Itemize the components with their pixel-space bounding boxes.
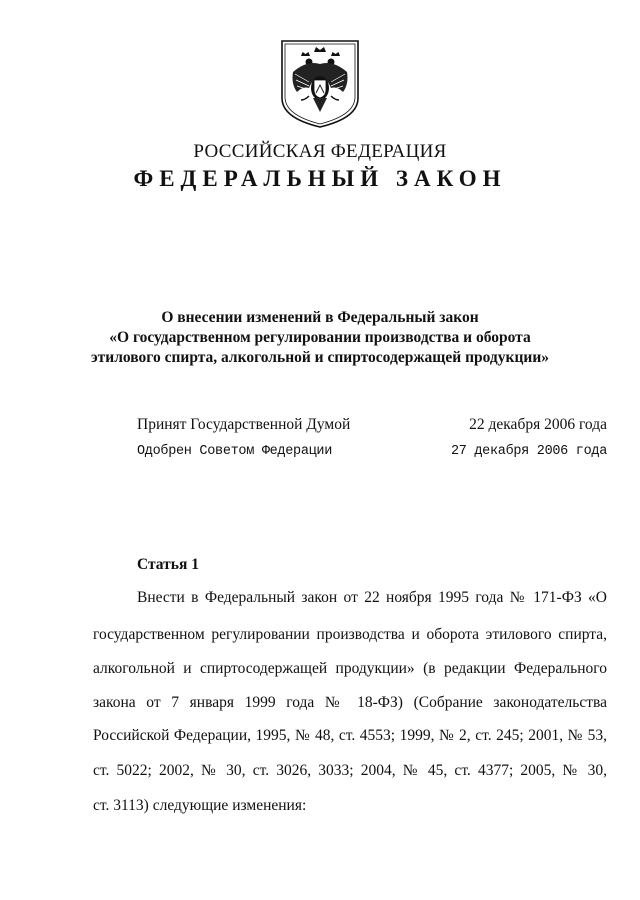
- article-body-line: закона от 7 января 1999 года № 18-ФЗ) (Собрание законодательства: [93, 694, 607, 711]
- article-body-line: государственном регулировании производства и оборота этилового спирта,: [93, 626, 607, 643]
- document-type: ФЕДЕРАЛЬНЫЙ ЗАКОН: [133, 166, 507, 191]
- country-name: РОССИЙСКАЯ ФЕДЕРАЦИЯ: [193, 141, 447, 162]
- article-body-line: алкогольной и спиртосодержащей продукции» (в редакции Федерального: [93, 660, 607, 677]
- coat-of-arms-icon: [279, 38, 361, 130]
- council-approval-date: 27 декабря 2006 года: [450, 444, 607, 459]
- article-heading: Статья 1: [137, 556, 199, 573]
- article-body-line: Внести в Федеральный закон от 22 ноября 1995 года № 171-ФЗ «О: [137, 589, 607, 606]
- article-body-line: ст. 3113) следующие изменения:: [93, 797, 307, 814]
- article-body-line: ст. 5022; 2002, № 30, ст. 3026, 3033; 2004, № 45, ст. 4377; 2005, № 30,: [93, 762, 607, 779]
- law-title-line: этилового спирта, алкогольной и спиртосодержащей продукции»: [90, 349, 549, 366]
- duma-adoption-date: 22 декабря 2006 года: [469, 416, 607, 433]
- duma-adoption-label: Принят Государственной Думой: [137, 416, 351, 433]
- law-title: [60, 308, 580, 368]
- council-approval-label: Одобрен Советом Федерации: [137, 444, 333, 459]
- law-title-line: О внесении изменений в Федеральный закон: [161, 309, 479, 326]
- article-body-line: Российской Федерации, 1995, № 48, ст. 4553; 1999, № 2, ст. 245; 2001, № 53,: [93, 727, 607, 744]
- law-title-line: «О государственном регулировании производства и оборота: [109, 329, 531, 346]
